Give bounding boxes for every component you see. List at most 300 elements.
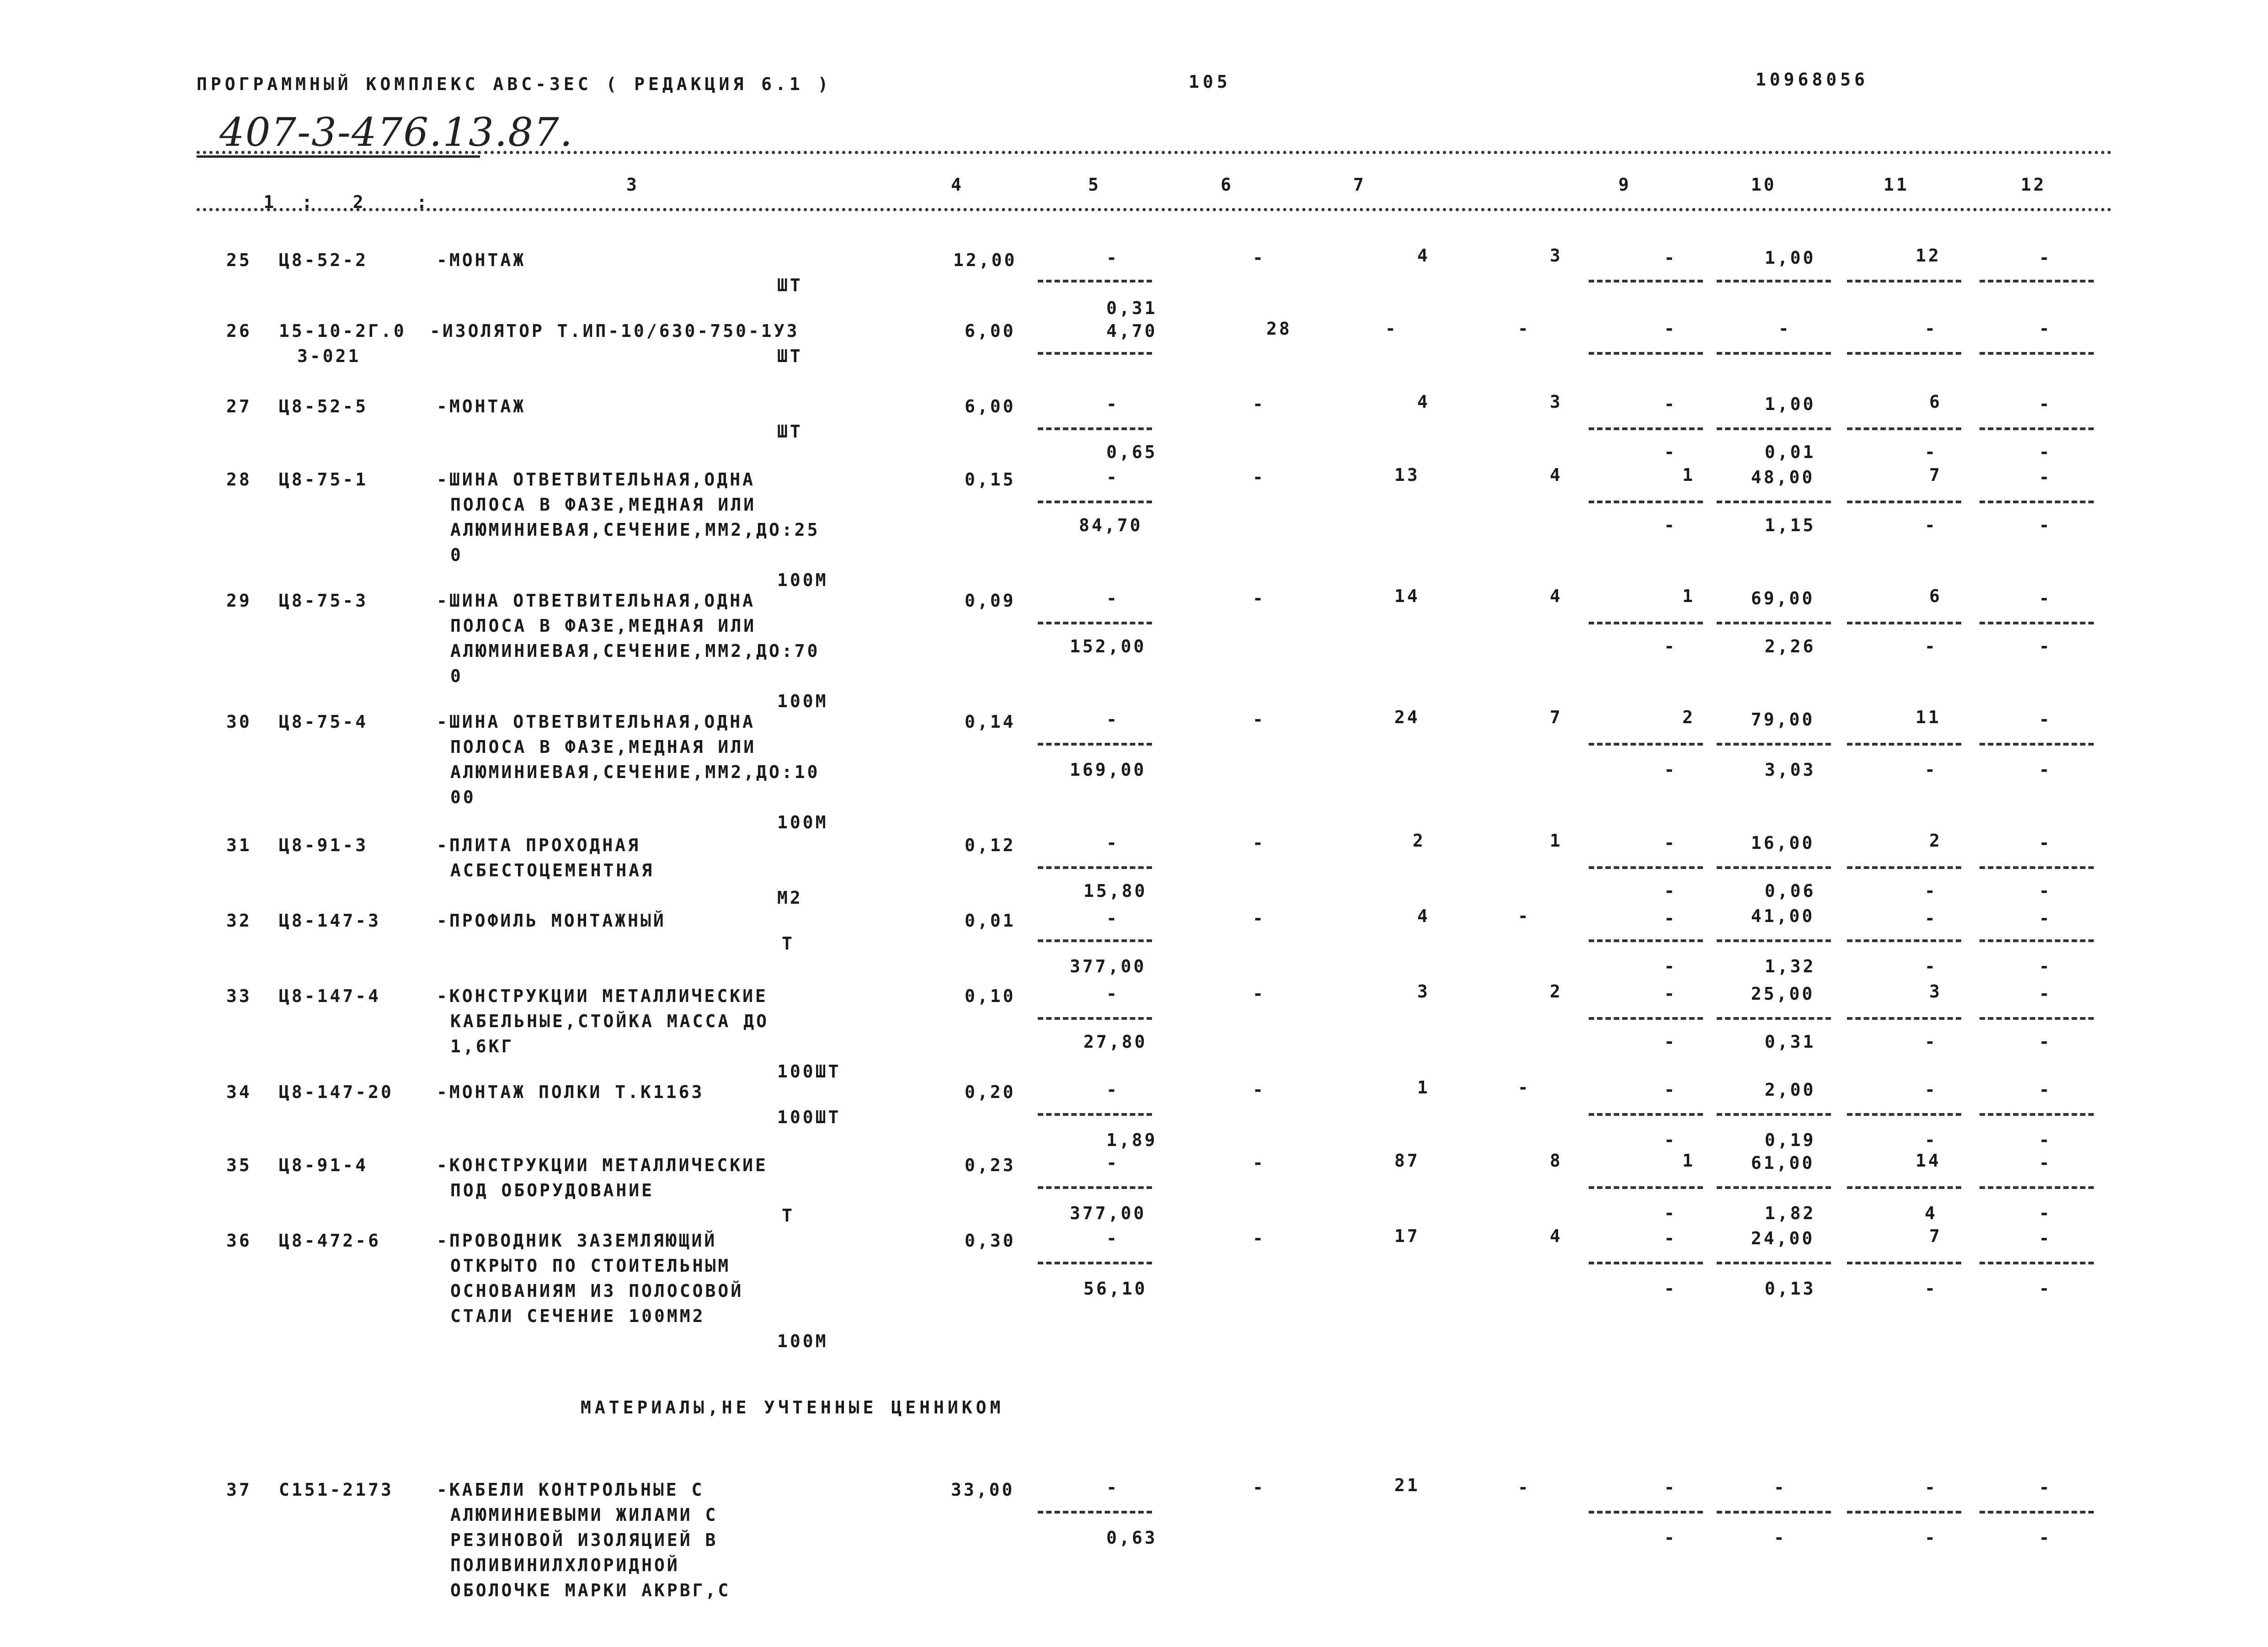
row-number: 25 [226,250,252,270]
row-description: КАБЕЛЬНЫЕ,СТОЙКА МАССА ДО [450,1011,769,1031]
col12-divider [1980,1113,2094,1116]
col9: - [1664,908,1677,928]
col12-bottom: - [2039,1130,2052,1150]
col12-divider [1980,1186,2094,1189]
col11: 3 [1929,981,1942,1002]
row-description: РЕЗИНОВОЙ ИЗОЛЯЦИЕЙ В [450,1530,718,1550]
col6: - [1253,908,1265,928]
row-description: -ПЛИТА ПРОХОДНАЯ [437,835,641,855]
col10-bottom: 1,15 [1765,515,1816,535]
col10-divider [1717,743,1831,746]
col12-divider [1980,280,2094,282]
col12: - [2039,319,2052,339]
row-unit: 100М [777,570,828,590]
col12-divider [1980,866,2094,869]
col10-bottom: 3,03 [1765,760,1816,780]
row-code: Ц8-147-3 [279,911,381,931]
col12-bottom: - [2039,636,2052,656]
row-number: 34 [226,1082,252,1102]
col5-top: - [1106,588,1119,608]
row-code: Ц8-52-5 [279,396,368,416]
col5-top: - [1106,1228,1119,1248]
row-unit: ШТ [777,275,803,295]
col9-bottom: - [1664,442,1677,462]
col10-divider [1717,280,1831,282]
col7: 1 [1417,1077,1430,1098]
col-5-header: 5 [1088,175,1101,195]
col5-bottom: 377,00 [1070,1203,1147,1223]
row-quantity: 33,00 [951,1480,1015,1500]
row-description: -ШИНА ОТВЕТВИТЕЛЬНАЯ,ОДНА [437,712,755,732]
col5-top: - [1106,248,1119,268]
col5-top: - [1106,833,1119,853]
col12: - [2039,908,2052,928]
col12-divider [1980,743,2094,746]
col8: 1 [1550,831,1563,851]
row-description: АЛЮМИНИЕВЫМИ ЖИЛАМИ С [450,1505,718,1525]
col5-divider [1038,1113,1152,1116]
col12: - [2039,1477,2052,1498]
col9: - [1664,394,1677,414]
row-number: 26 [226,321,252,341]
col6: 28 [1266,319,1292,339]
col5-divider [1038,1262,1152,1264]
row-description: СТАЛИ СЕЧЕНИЕ 100ММ2 [450,1306,705,1326]
row-number: 36 [226,1231,252,1251]
col11-bottom: 4 [1925,1203,1937,1223]
col-4-header: 4 [951,175,964,195]
col9: - [1664,984,1677,1004]
section-title: МАТЕРИАЛЫ,НЕ УЧТЕННЫЕ ЦЕННИКОМ [581,1397,1004,1418]
col9-bottom: - [1664,760,1677,780]
row-description: ОТКРЫТО ПО СТОИТЕЛЬНЫМ [450,1256,731,1276]
header-rule [197,208,2112,211]
row-description: -ПРОФИЛЬ МОНТАЖНЫЙ [437,911,666,931]
col11-divider [1847,352,1961,355]
col9-divider [1589,280,1703,282]
row-quantity: 6,00 [965,321,1016,341]
col5-divider [1038,939,1152,942]
col11-bottom: - [1925,956,1937,976]
row-description: АЛЮМИНИЕВАЯ,СЕЧЕНИЕ,ММ2,ДО:25 [450,520,820,540]
col10-divider [1717,501,1831,503]
col5-bottom: 377,00 [1070,956,1147,976]
col11-divider [1847,427,1961,430]
row-number: 27 [226,396,252,416]
col10-bottom: 1,32 [1765,956,1816,976]
row-description: АЛЮМИНИЕВАЯ,СЕЧЕНИЕ,ММ2,ДО:10 [450,762,820,782]
col9-bottom: - [1664,515,1677,535]
col11-bottom: - [1925,881,1937,901]
col12: - [2039,1228,2052,1248]
row-number: 28 [226,469,252,490]
col5-bottom: 169,00 [1070,760,1147,780]
row-description: ОБОЛОЧКЕ МАРКИ АКРВГ,С [450,1580,731,1600]
row-number: 32 [226,911,252,931]
col11-bottom: - [1925,515,1937,535]
row-quantity: 0,01 [965,911,1016,931]
col11-divider [1847,1186,1961,1189]
col6: - [1253,1477,1265,1498]
col6: - [1253,833,1265,853]
col11-divider [1847,1511,1961,1514]
col12: - [2039,833,2052,853]
row-quantity: 0,30 [965,1231,1016,1251]
col5-divider [1038,1511,1152,1514]
col11: - [1925,908,1937,928]
row-code: 15-10-2Г.0 [279,321,406,341]
document-code: 10968056 [1756,69,1869,90]
col9: 2 [1682,707,1695,727]
col-6-header: 6 [1221,175,1233,195]
col5-bottom: 152,00 [1070,636,1147,656]
col10: 24,00 [1751,1228,1815,1248]
col12-divider [1980,1017,2094,1020]
col5-divider [1038,743,1152,746]
col6: - [1253,984,1265,1004]
col10: 2,00 [1765,1080,1816,1100]
col5-divider [1038,622,1152,624]
col11: 2 [1929,831,1942,851]
row-code-cont: 3-021 [297,346,361,366]
col10-divider [1717,1113,1831,1116]
row-description: АЛЮМИНИЕВАЯ,СЕЧЕНИЕ,ММ2,ДО:70 [450,641,820,661]
col10-bottom: 0,31 [1765,1032,1816,1052]
col12: - [2039,394,2052,414]
col5-extra: 0,31 [1106,298,1158,318]
col9-divider [1589,1017,1703,1020]
col11-bottom: - [1925,1528,1937,1548]
row-description: 1,6КГ [450,1036,514,1056]
col9: 1 [1682,465,1695,485]
col9: - [1664,1477,1677,1498]
program-title: ПРОГРАММНЫЙ КОМПЛЕКС АВС-ЗЕС ( РЕДАКЦИЯ 6.1 ) [197,74,832,94]
col10-divider [1717,427,1831,430]
col-9-header: 9 [1618,175,1631,195]
col10: - [1774,1477,1787,1498]
col9: 1 [1682,1151,1695,1171]
col5-bottom: 1,89 [1106,1130,1158,1150]
top-rule [197,151,2112,154]
row-description: ПОЛОСА В ФАЗЕ,МЕДНАЯ ИЛИ [450,737,757,757]
row-quantity: 6,00 [965,396,1016,416]
row-quantity: 0,14 [965,712,1016,732]
row-description: ПОЛОСА В ФАЗЕ,МЕДНАЯ ИЛИ [450,616,757,636]
col10: 48,00 [1751,467,1815,487]
col5-top: - [1106,394,1119,414]
col6: - [1253,1228,1265,1248]
row-unit: ШТ [777,421,803,442]
col9-divider [1589,352,1703,355]
col6: - [1253,1153,1265,1173]
col10-bottom: 0,01 [1765,442,1816,462]
col10-bottom: 2,26 [1765,636,1816,656]
row-quantity: 0,12 [965,835,1016,855]
row-unit: 100ШТ [777,1107,841,1127]
col12-bottom: - [2039,956,2052,976]
col12-bottom: - [2039,515,2052,535]
row-description: 0 [450,545,463,565]
row-number: 35 [226,1155,252,1175]
col12: - [2039,588,2052,608]
col5-bottom: 15,80 [1083,881,1147,901]
col11: - [1925,319,1937,339]
col5-top: - [1106,908,1119,928]
col5-bottom: 56,10 [1083,1279,1147,1299]
col9-bottom: - [1664,1032,1677,1052]
row-code: Ц8-75-4 [279,712,368,732]
col11-divider [1847,280,1961,282]
row-description: ОСНОВАНИЯМ ИЗ ПОЛОСОВОЙ [450,1281,744,1301]
col9-divider [1589,1113,1703,1116]
col7: 13 [1394,465,1420,485]
row-description: ПОД ОБОРУДОВАНИЕ [450,1180,655,1200]
col11: 11 [1916,707,1941,727]
row-quantity: 0,15 [965,469,1016,490]
col5-divider [1038,427,1152,430]
row-description: -ШИНА ОТВЕТВИТЕЛЬНАЯ,ОДНА [437,469,755,490]
col5-bottom: 27,80 [1083,1032,1147,1052]
col5-bottom: 84,70 [1079,515,1143,535]
col7: - [1385,319,1398,339]
col9-divider [1589,743,1703,746]
col11: - [1925,1080,1937,1100]
col-3-header: 3 [626,175,639,195]
col12: - [2039,1080,2052,1100]
col12-divider [1980,352,2094,355]
row-unit: 100М [777,812,828,832]
col10-divider [1717,1262,1831,1264]
row-unit: М2 [777,888,803,908]
col8: 2 [1550,981,1563,1002]
col10-bottom: 0,06 [1765,881,1816,901]
row-unit: 100М [777,691,828,711]
col10: - [1778,319,1791,339]
col9-divider [1589,939,1703,942]
col10-divider [1717,1017,1831,1020]
col10-bottom: 0,13 [1765,1279,1816,1299]
col9-divider [1589,427,1703,430]
col7: 2 [1413,831,1425,851]
col8: 8 [1550,1151,1563,1171]
row-number: 29 [226,591,252,611]
col9-divider [1589,866,1703,869]
col7: 17 [1394,1226,1420,1246]
col11-bottom: - [1925,1279,1937,1299]
col12-divider [1980,1262,2094,1264]
col5-top: 4,70 [1106,321,1158,341]
page-number: 105 [1189,72,1231,92]
row-description: -МОНТАЖ ПОЛКИ Т.К1163 [437,1082,704,1102]
col5-bottom: 0,65 [1106,442,1158,462]
col6: - [1253,588,1265,608]
col12-divider [1980,622,2094,624]
col12-bottom: - [2039,760,2052,780]
col9: - [1664,833,1677,853]
col11-bottom: - [1925,636,1937,656]
row-quantity: 0,20 [965,1082,1016,1102]
row-code: Ц8-147-20 [279,1082,394,1102]
col8: 4 [1550,586,1563,606]
col-10-header: 10 [1751,175,1777,195]
col12-divider [1980,939,2094,942]
row-description: -ПРОВОДНИК ЗАЗЕМЛЯЮЩИЙ [437,1231,717,1251]
row-quantity: 0,10 [965,986,1016,1006]
col10-divider [1717,1186,1831,1189]
col9-bottom: - [1664,881,1677,901]
handwritten-project-ref: 407-3-476.13.87. [219,110,574,155]
row-description: -МОНТАЖ [437,396,526,416]
col7: 4 [1417,906,1430,926]
col8: - [1518,906,1531,926]
col10: 61,00 [1751,1153,1815,1173]
col-11-header: 11 [1884,175,1909,195]
col11-divider [1847,939,1961,942]
col9: - [1664,1228,1677,1248]
col5-top: - [1106,1477,1119,1498]
col11: 7 [1929,465,1942,485]
col5-top: - [1106,467,1119,487]
col12-divider [1980,501,2094,503]
row-code: Ц8-147-4 [279,986,381,1006]
col9-bottom: - [1664,956,1677,976]
col11: 7 [1929,1226,1942,1246]
row-description: ПОЛОСА В ФАЗЕ,МЕДНАЯ ИЛИ [450,495,757,515]
sep: : [416,192,429,212]
col12: - [2039,248,2052,268]
col11-bottom: - [1925,1130,1937,1150]
col10: 79,00 [1751,709,1815,730]
row-unit: 100М [777,1331,828,1351]
row-unit: Т [782,933,795,954]
col8: 3 [1550,245,1563,266]
row-description: 0 [450,666,463,686]
col6: - [1253,248,1265,268]
row-code: Ц8-91-4 [279,1155,368,1175]
row-description: -КОНСТРУКЦИИ МЕТАЛЛИЧЕСКИЕ [437,986,768,1006]
col12: - [2039,467,2052,487]
row-code: Ц8-75-3 [279,591,368,611]
row-description: ПОЛИВИНИЛХЛОРИДНОЙ [450,1555,680,1575]
col9-bottom: - [1664,1279,1677,1299]
col12-bottom: - [2039,442,2052,462]
row-description: 00 [450,787,476,807]
col5-divider [1038,501,1152,503]
col11: 6 [1929,392,1942,412]
row-description: -КАБЕЛИ КОНТРОЛЬНЫЕ С [437,1480,704,1500]
col5-top: - [1106,1080,1119,1100]
row-description: АСБЕСТОЦЕМЕНТНАЯ [450,860,655,880]
row-quantity: 12,00 [953,250,1017,270]
col9-divider [1589,622,1703,624]
col5-divider [1038,866,1152,869]
col10-bottom: 0,19 [1765,1130,1816,1150]
col11-bottom: - [1925,760,1937,780]
col8: 3 [1550,392,1563,412]
col12-divider [1980,1511,2094,1514]
col7: 14 [1394,586,1420,606]
col8: 4 [1550,1226,1563,1246]
row-code: Ц8-91-3 [279,835,368,855]
col11-divider [1847,622,1961,624]
row-code: Ц8-75-1 [279,469,368,490]
col9: 1 [1682,586,1695,606]
col10: 25,00 [1751,984,1815,1004]
col11-divider [1847,743,1961,746]
col8: 4 [1550,465,1563,485]
col7: 87 [1394,1151,1420,1171]
col10-divider [1717,939,1831,942]
col11-divider [1847,1262,1961,1264]
col10: 41,00 [1751,906,1815,926]
sep: : [302,192,315,212]
col10-bottom: 1,82 [1765,1203,1816,1223]
col11-divider [1847,1017,1961,1020]
row-quantity: 0,09 [965,591,1016,611]
row-unit: 100ШТ [777,1061,841,1082]
col10: 69,00 [1751,588,1815,608]
col9-bottom: - [1664,1203,1677,1223]
col6: - [1253,1080,1265,1100]
row-number: 37 [226,1480,252,1500]
col10-divider [1717,1511,1831,1514]
col5-top: - [1106,984,1119,1004]
row-unit: Т [782,1205,795,1226]
col7: 21 [1394,1475,1420,1495]
col7: 4 [1417,245,1430,266]
row-description: -ИЗОЛЯТОР Т.ИП-10/630-750-1УЗ [430,321,800,341]
col7: 3 [1417,981,1430,1002]
col12-bottom: - [2039,1203,2052,1223]
col9-divider [1589,1511,1703,1514]
column-header-row [213,176,429,228]
col9-divider [1589,1186,1703,1189]
col12: - [2039,709,2052,730]
row-number: 31 [226,835,252,855]
col-1: 1 [263,192,277,212]
col12-bottom: - [2039,1528,2052,1548]
col11: 6 [1929,586,1942,606]
col6: - [1253,394,1265,414]
col10-divider [1717,622,1831,624]
col12-bottom: - [2039,1032,2052,1052]
col-12-header: 12 [2021,175,2046,195]
col5-divider [1038,352,1152,355]
row-number: 30 [226,712,252,732]
col5-bottom: 0,63 [1106,1528,1158,1548]
col11: - [1925,1477,1937,1498]
row-unit: ШТ [777,346,803,366]
col12-divider [1980,427,2094,430]
col9-bottom: - [1664,636,1677,656]
col8: - [1518,1077,1531,1098]
col6: - [1253,709,1265,730]
row-code: С151-2173 [279,1480,394,1500]
col11-divider [1847,866,1961,869]
col5-top: - [1106,709,1119,730]
row-description: -МОНТАЖ [437,250,526,270]
col9-divider [1589,501,1703,503]
col-7-header: 7 [1353,175,1366,195]
col5-divider [1038,1017,1152,1020]
row-number: 33 [226,986,252,1006]
col9: - [1664,248,1677,268]
col10: 1,00 [1765,248,1816,268]
col9-bottom: - [1664,1130,1677,1150]
col5-divider [1038,1186,1152,1189]
col12: - [2039,984,2052,1004]
handwritten-underline [197,155,480,158]
